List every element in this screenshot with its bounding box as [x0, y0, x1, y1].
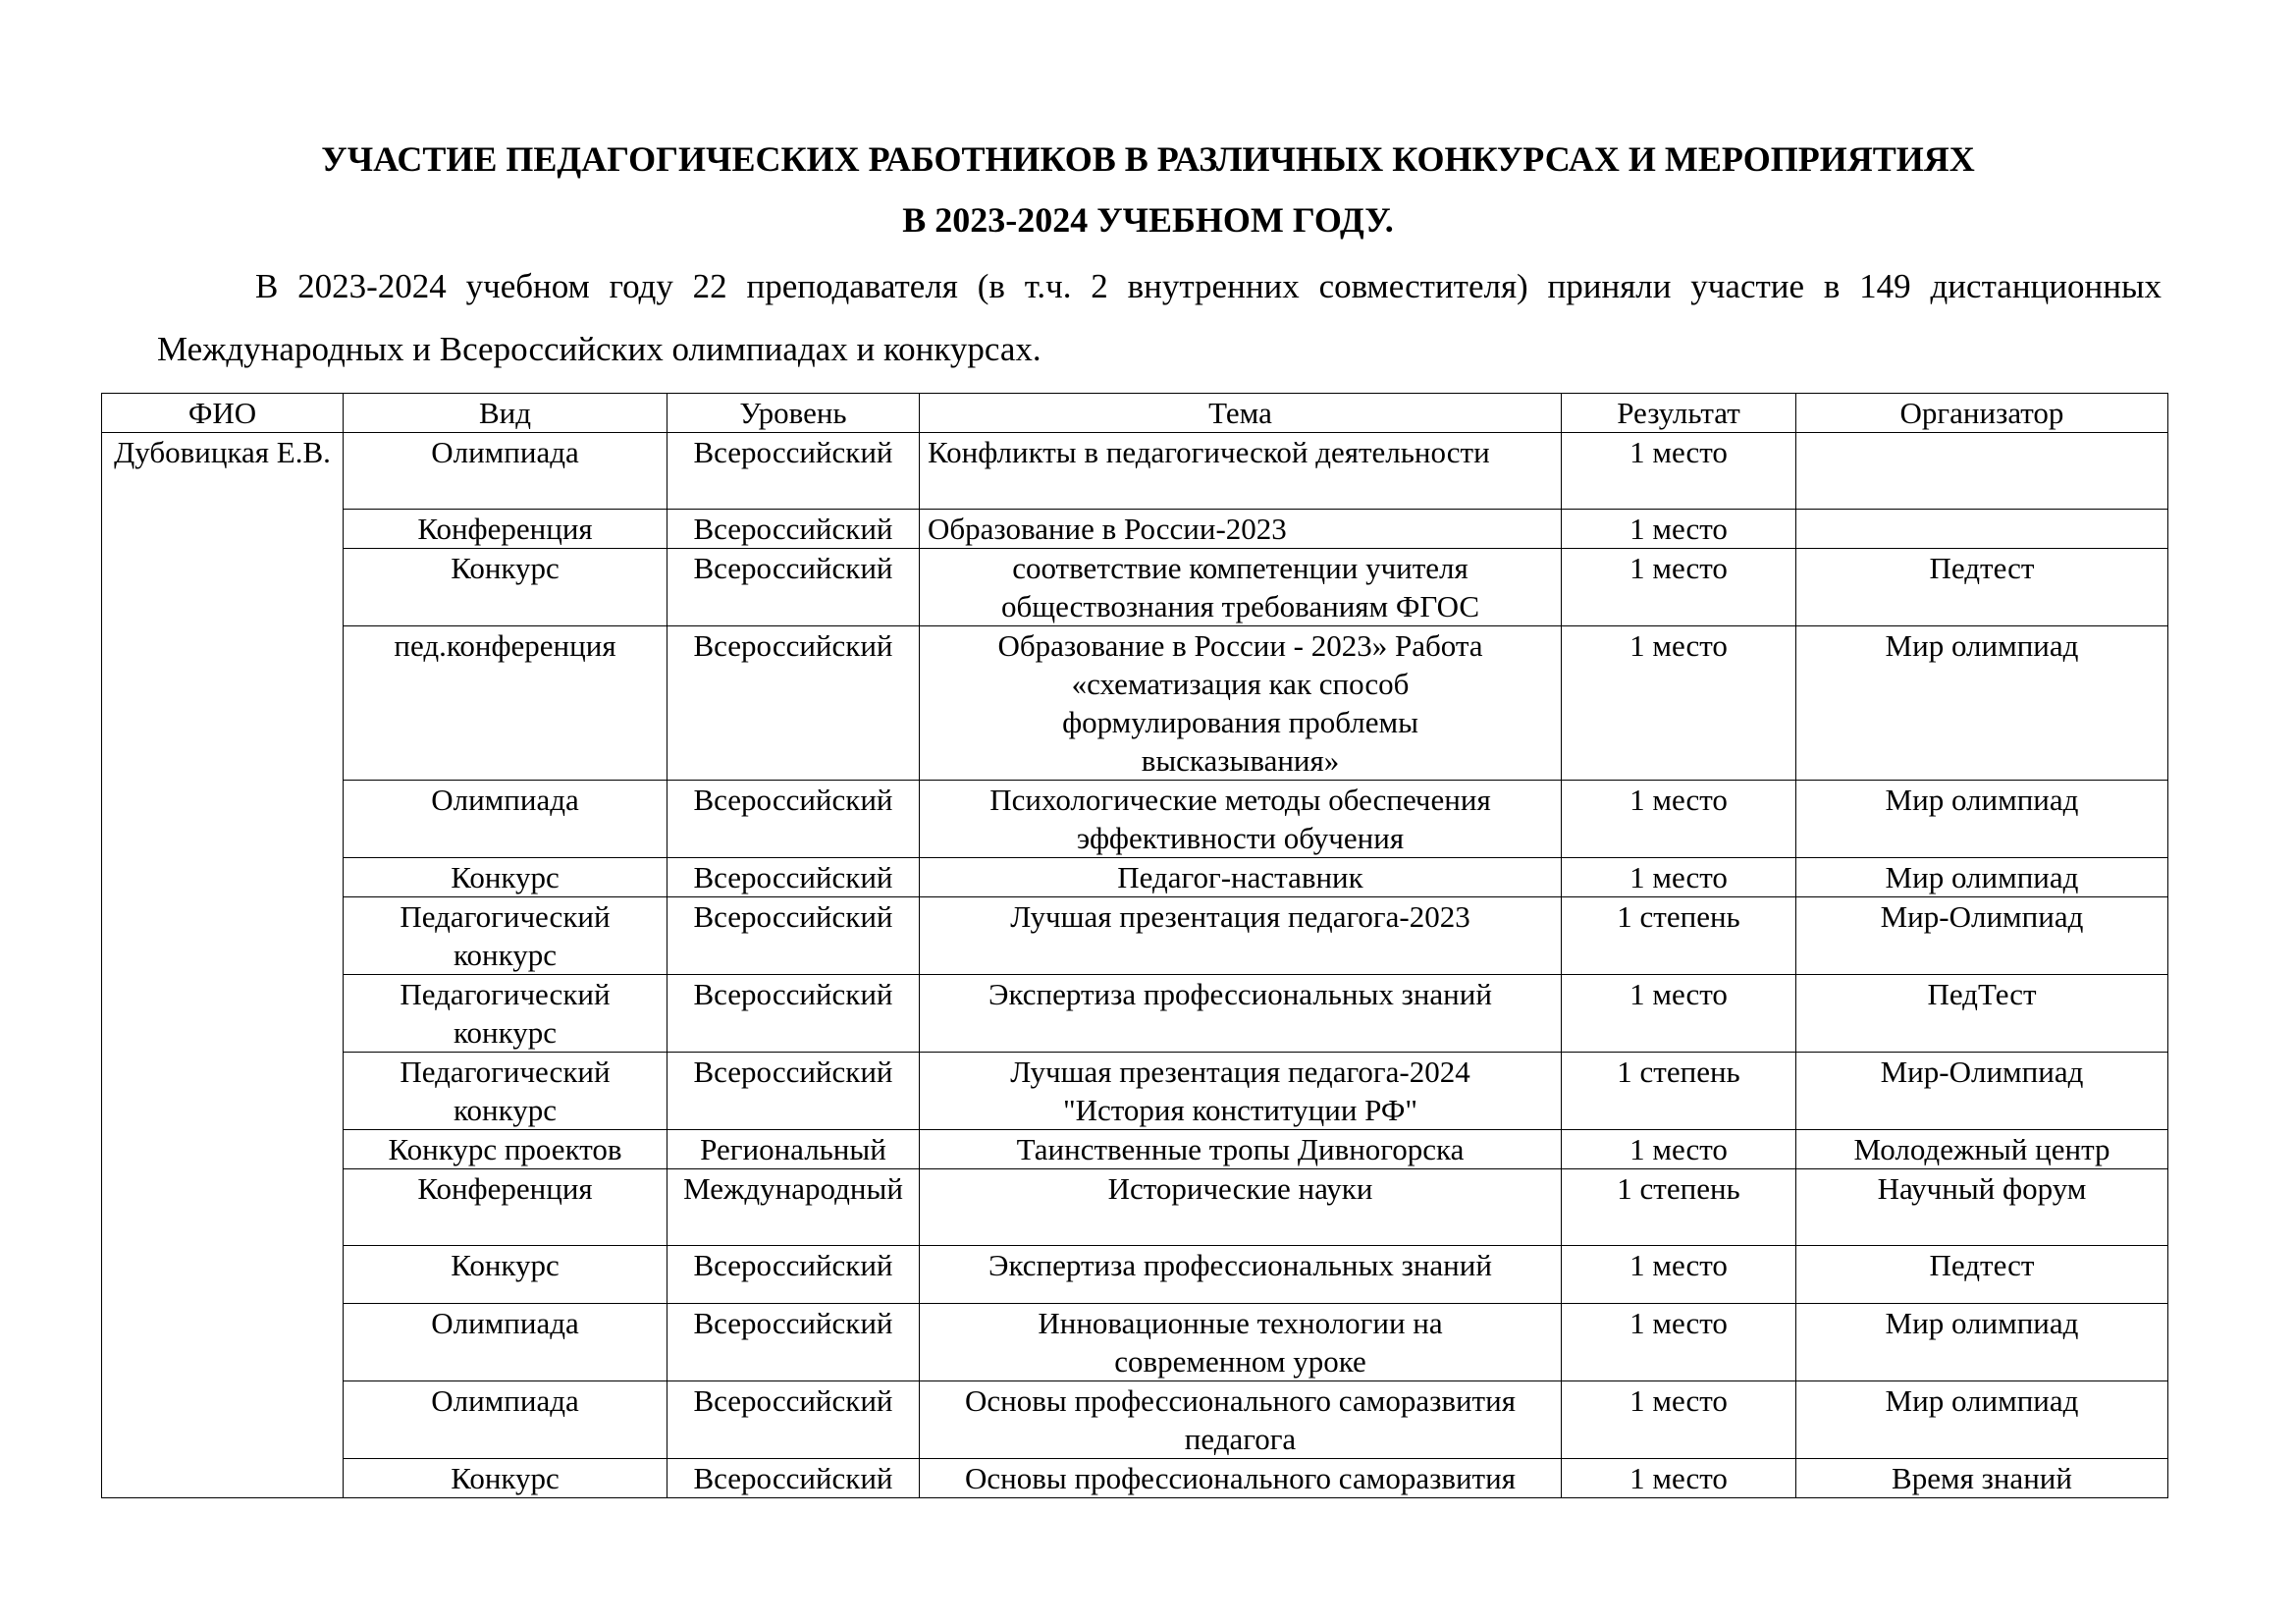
level-cell: Всероссийский — [667, 510, 920, 549]
organizer-cell: Мир олимпиад — [1796, 1304, 2168, 1381]
type-cell: Конкурс проектов — [344, 1130, 667, 1169]
type-cell: Конкурс — [344, 1246, 667, 1304]
result-cell: 1 место — [1562, 510, 1796, 549]
header-result: Результат — [1562, 394, 1796, 433]
organizer-cell: Научный форум — [1796, 1169, 2168, 1246]
result-cell: 1 место — [1562, 1459, 1796, 1498]
theme-cell: Экспертиза профессиональных знаний — [920, 1246, 1562, 1304]
result-cell: 1 место — [1562, 1304, 1796, 1381]
table-row — [102, 1381, 2168, 1459]
table-header-row — [102, 394, 2168, 433]
type-cell: Олимпиада — [344, 433, 667, 510]
theme-cell: Экспертиза профессиональных знаний — [920, 975, 1562, 1053]
result-cell: 1 степень — [1562, 1169, 1796, 1246]
result-cell: 1 место — [1562, 975, 1796, 1053]
level-cell: Всероссийский — [667, 781, 920, 858]
organizer-cell: Мир олимпиад — [1796, 626, 2168, 781]
theme-cell: Образование в России - 2023» Работа «схематизация как способ формулирования проблемы высказывания» — [920, 626, 1562, 781]
organizer-cell: Мир олимпиад — [1796, 781, 2168, 858]
document-title-line-1: УЧАСТИЕ ПЕДАГОГИЧЕСКИХ РАБОТНИКОВ В РАЗЛИЧНЫХ КОНКУРСАХ И МЕРОПРИЯТИЯХ — [321, 139, 1975, 179]
type-cell: Олимпиада — [344, 1304, 667, 1381]
type-cell: Олимпиада — [344, 781, 667, 858]
organizer-cell: ПедТест — [1796, 975, 2168, 1053]
table-row — [102, 781, 2168, 858]
level-cell: Региональный — [667, 1130, 920, 1169]
header-type: Вид — [344, 394, 667, 433]
level-cell: Всероссийский — [667, 975, 920, 1053]
theme-cell: Лучшая презентация педагога-2023 — [920, 897, 1562, 975]
organizer-cell: Мир-Олимпиад — [1796, 1053, 2168, 1130]
table-row — [102, 897, 2168, 975]
organizer-cell — [1796, 433, 2168, 510]
type-cell: Педагогический конкурс — [344, 1053, 667, 1130]
organizer-cell: Педтест — [1796, 1246, 2168, 1304]
intro-paragraph: В 2023-2024 учебном году 22 преподавателя (в т.ч. 2 внутренних совместителя) приняли участие в 149 дистанционных Международных и Всероссийских олимпиадах и конкурсах. — [157, 267, 2162, 368]
table-row — [102, 433, 2168, 510]
table-row — [102, 1246, 2168, 1304]
theme-cell: Основы профессионального саморазвития педагога — [920, 1381, 1562, 1459]
table-row — [102, 975, 2168, 1053]
theme-cell: Исторические науки — [920, 1169, 1562, 1246]
level-cell: Всероссийский — [667, 1459, 920, 1498]
organizer-cell — [1796, 510, 2168, 549]
organizer-cell: Мир олимпиад — [1796, 1381, 2168, 1459]
result-cell: 1 место — [1562, 1246, 1796, 1304]
result-cell: 1 место — [1562, 549, 1796, 626]
theme-cell: Конфликты в педагогической деятельности — [920, 433, 1562, 510]
level-cell: Всероссийский — [667, 1381, 920, 1459]
type-cell: Конкурс — [344, 549, 667, 626]
level-cell: Всероссийский — [667, 626, 920, 781]
table-row — [102, 1169, 2168, 1246]
organizer-cell: Время знаний — [1796, 1459, 2168, 1498]
teacher-name-cell: Дубовицкая Е.В. — [102, 433, 344, 1498]
level-cell: Всероссийский — [667, 858, 920, 897]
type-cell: Конкурс — [344, 1459, 667, 1498]
table-row — [102, 858, 2168, 897]
level-cell: Всероссийский — [667, 1053, 920, 1130]
type-cell: Олимпиада — [344, 1381, 667, 1459]
result-cell: 1 место — [1562, 858, 1796, 897]
type-cell: Педагогический конкурс — [344, 897, 667, 975]
table-row — [102, 549, 2168, 626]
level-cell: Всероссийский — [667, 897, 920, 975]
level-cell: Всероссийский — [667, 1246, 920, 1304]
organizer-cell: Молодежный центр — [1796, 1130, 2168, 1169]
document-title-line-2: В 2023-2024 УЧЕБНОМ ГОДУ. — [902, 200, 1394, 240]
table-row — [102, 1130, 2168, 1169]
theme-cell: Образование в России-2023 — [920, 510, 1562, 549]
theme-cell: Инновационные технологии на современном уроке — [920, 1304, 1562, 1381]
result-cell: 1 степень — [1562, 1053, 1796, 1130]
type-cell: Конференция — [344, 1169, 667, 1246]
table-row — [102, 626, 2168, 781]
type-cell: Конференция — [344, 510, 667, 549]
table-row — [102, 510, 2168, 549]
result-cell: 1 место — [1562, 1381, 1796, 1459]
result-cell: 1 степень — [1562, 897, 1796, 975]
organizer-cell: Мир-Олимпиад — [1796, 897, 2168, 975]
result-cell: 1 место — [1562, 1130, 1796, 1169]
theme-cell: Основы профессионального саморазвития — [920, 1459, 1562, 1498]
header-theme: Тема — [920, 394, 1562, 433]
theme-cell: Психологические методы обеспечения эффективности обучения — [920, 781, 1562, 858]
theme-cell: соответствие компетенции учителя обществознания требованиям ФГОС — [920, 549, 1562, 626]
organizer-cell: Педтест — [1796, 549, 2168, 626]
table-row — [102, 1304, 2168, 1381]
type-cell: Конкурс — [344, 858, 667, 897]
level-cell: Международный — [667, 1169, 920, 1246]
header-fio: ФИО — [102, 394, 344, 433]
level-cell: Всероссийский — [667, 1304, 920, 1381]
result-cell: 1 место — [1562, 781, 1796, 858]
participation-table — [101, 393, 2168, 1498]
result-cell: 1 место — [1562, 433, 1796, 510]
header-organizer: Организатор — [1796, 394, 2168, 433]
table-row — [102, 1459, 2168, 1498]
theme-cell: Педагог-наставник — [920, 858, 1562, 897]
result-cell: 1 место — [1562, 626, 1796, 781]
level-cell: Всероссийский — [667, 549, 920, 626]
table-row — [102, 1053, 2168, 1130]
theme-cell: Таинственные тропы Дивногорска — [920, 1130, 1562, 1169]
type-cell: Педагогический конкурс — [344, 975, 667, 1053]
header-level: Уровень — [667, 394, 920, 433]
theme-cell: Лучшая презентация педагога-2024 "История конституции РФ" — [920, 1053, 1562, 1130]
level-cell: Всероссийский — [667, 433, 920, 510]
organizer-cell: Мир олимпиад — [1796, 858, 2168, 897]
type-cell: пед.конференция — [344, 626, 667, 781]
